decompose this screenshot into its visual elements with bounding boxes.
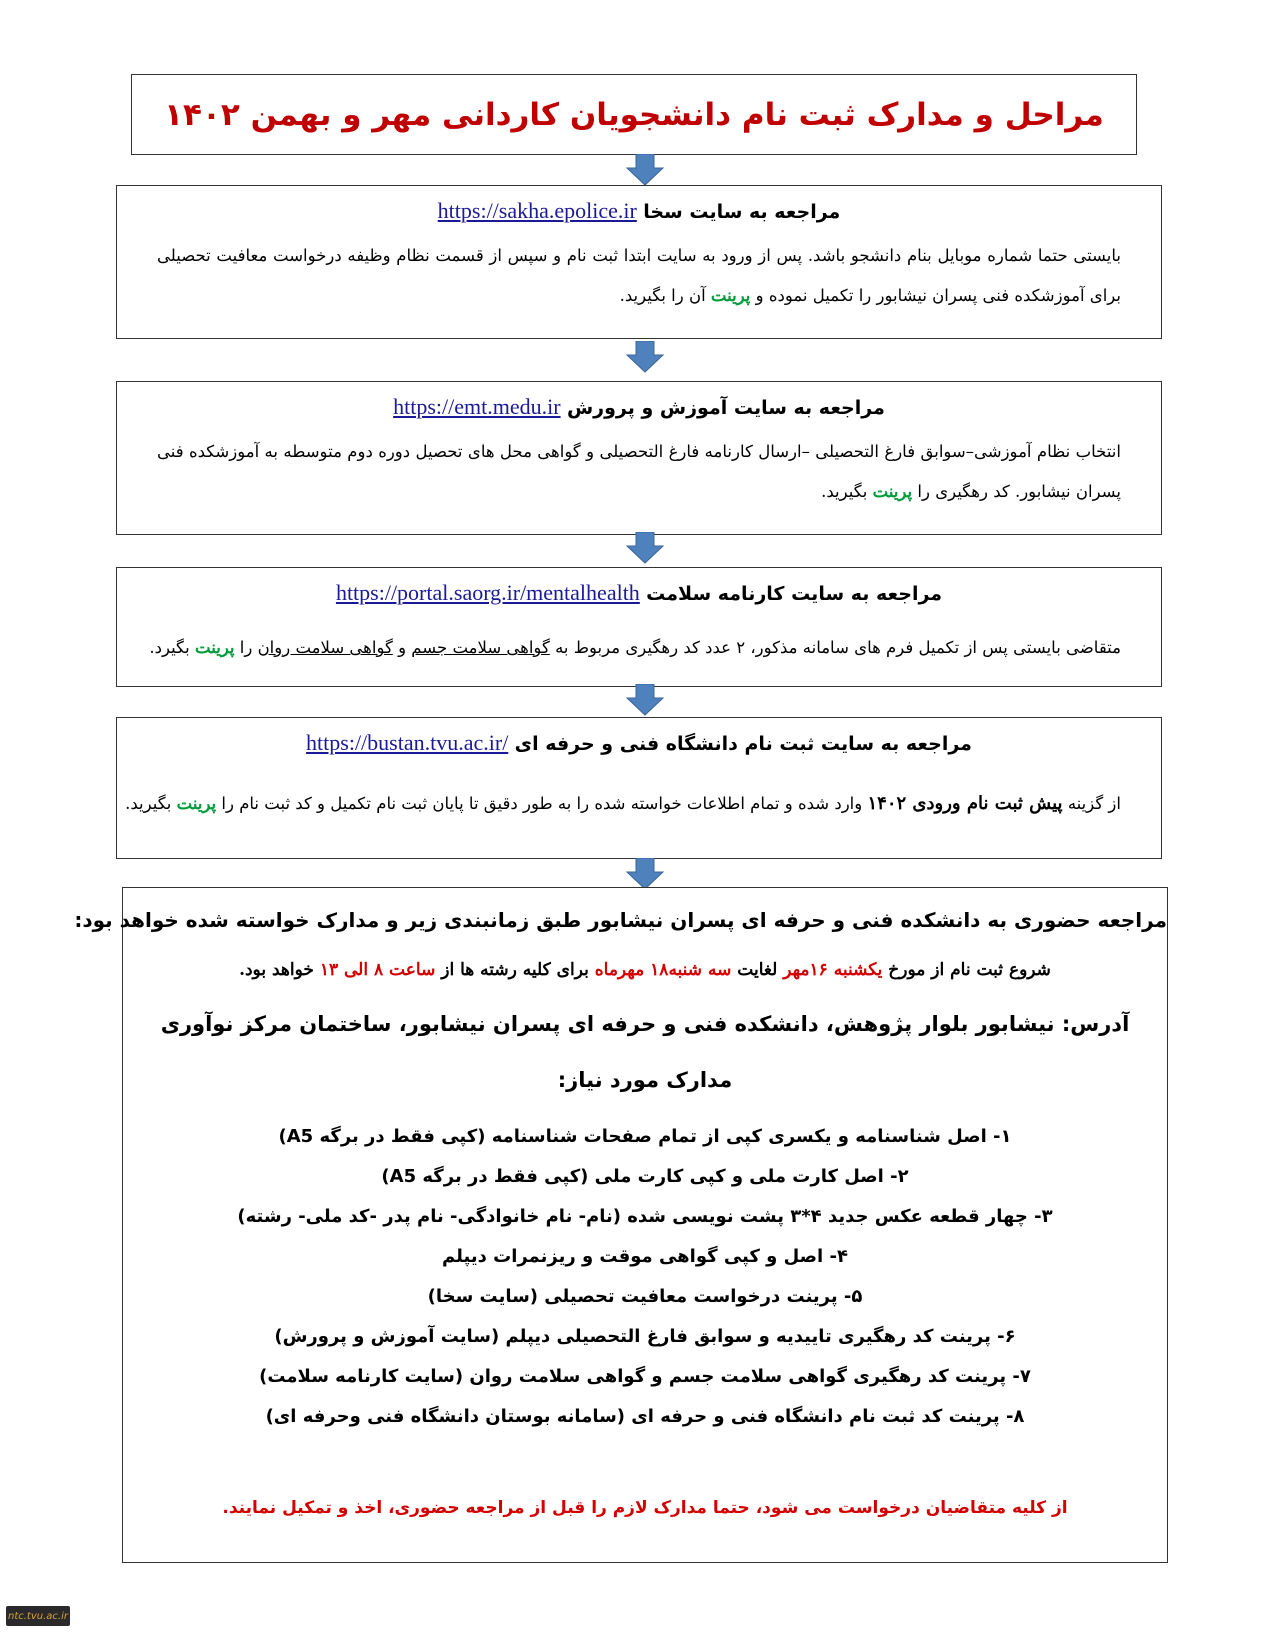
footer-notice: از کلیه متقاضیان درخواست می شود، حتما مدارک لازم را قبل از مراجعه حضوری، اخذ و تمکیل نمایند. xyxy=(222,1498,1068,1518)
step-in-person xyxy=(74,887,1168,1563)
step-heading xyxy=(117,394,1161,420)
schedule-text: شروع ثبت نام از مورخ xyxy=(888,960,1051,980)
pre-registration-option: پیش ثبت نام ورودی ۱۴۰۲ xyxy=(867,793,1063,814)
emt-link[interactable]: https://emt.medu.ir xyxy=(393,394,561,419)
schedule-hours: ساعت ۸ الی ۱۳ xyxy=(319,960,436,980)
desc-line: آن را بگیرید. xyxy=(619,286,706,305)
bustan-link[interactable]: https://bustan.tvu.ac.ir/ xyxy=(306,730,509,755)
desc-line: وارد شده و تمام اطلاعات خواسته شده را به طور دقیق تا پایان ثبت نام تکمیل و کد ثبت نام را xyxy=(221,794,863,813)
sakha-link[interactable]: https://sakha.epolice.ir xyxy=(437,198,637,223)
desc-line: بگیرید. xyxy=(821,482,868,501)
step-health xyxy=(116,567,1162,687)
document-item: ۳- چهار قطعه عکس جدید ۴*۳ پشت نویسی شده (نام- نام خانوادگی- نام پدر -کد ملی- رشته) xyxy=(237,1206,1053,1227)
schedule-text: لغایت xyxy=(737,960,778,980)
down-arrow-icon xyxy=(626,684,664,716)
schedule-end-date: سه شنبه۱۸ مهرماه xyxy=(594,960,732,980)
step-description xyxy=(149,628,1121,668)
down-arrow-icon xyxy=(626,532,664,564)
document-item: ۷- پرینت کد رهگیری گواهی سلامت جسم و گواهی سلامت روان (سایت کارنامه سلامت) xyxy=(259,1366,1031,1387)
step-description xyxy=(157,432,1121,512)
body-health-cert: گواهی سلامت جسم xyxy=(411,638,550,657)
logo-text: ntc.tvu.ac.ir xyxy=(8,1610,68,1622)
desc-line: نیشابور. کد رهگیری را xyxy=(917,482,1071,501)
document-item: ۶- پرینت کد رهگیری تاییدیه و سوابق فارغ التحصیلی دیپلم (سایت آموزش و پرورش) xyxy=(274,1326,1016,1347)
document-item: ۱- اصل شناسنامه و یکسری کپی از تمام صفحات شناسنامه (کپی فقط در برگه A5) xyxy=(278,1126,1012,1147)
schedule-start-date: یکشنبه ۱۶مهر xyxy=(783,960,883,980)
page-title: مراحل و مدارک ثبت نام دانشجویان کاردانی مهر و بهمن ۱۴۰۲ xyxy=(164,96,1104,133)
desc-line: انتخاب نظام آموزشی–سوابق فارغ التحصیلی –ارسال کارنامه فارغ التحصیلی و گواهی محل های تحصیل دوره دوم متوسطه به آموزشکده فنی پسران xyxy=(157,442,1121,501)
document-item: ۵- پرینت درخواست معافیت تحصیلی (سایت سخا) xyxy=(427,1286,863,1307)
desc-line: را xyxy=(239,638,253,657)
down-arrow-icon xyxy=(626,341,664,373)
print-keyword: پرینت xyxy=(195,638,235,657)
step-heading xyxy=(117,198,1161,224)
step-description xyxy=(125,784,1121,824)
documents-title: مدارک مورد نیاز: xyxy=(557,1068,733,1092)
step-heading-text: مراجعه به سایت آموزش و پرورش xyxy=(566,397,885,419)
print-keyword: پرینت xyxy=(872,482,913,501)
step-heading xyxy=(117,730,1161,756)
desc-line: متقاضی بایستی پس از تکمیل فرم های سامانه مذکور، ۲ عدد کد رهگیری مربوط به xyxy=(555,638,1121,657)
mental-health-cert: گواهی سلامت روان xyxy=(257,638,393,657)
site-logo xyxy=(6,1606,70,1626)
desc-line: آموزشکده فنی پسران نیشابور را تکمیل نموده و xyxy=(755,286,1085,305)
health-link[interactable]: https://portal.saorg.ir/mentalhealth xyxy=(335,580,640,605)
step-sakha xyxy=(116,185,1162,339)
schedule-line xyxy=(123,960,1167,980)
step-heading-text: مراجعه به سایت کارنامه سلامت xyxy=(646,583,943,605)
document-item: ۲- اصل کارت ملی و کپی کارت ملی (کپی فقط در برگه A5) xyxy=(381,1166,909,1187)
print-keyword: پرینت xyxy=(710,286,751,305)
schedule-text: خواهد بود. xyxy=(239,960,314,980)
step-education xyxy=(116,381,1162,535)
address: آدرس: نیشابور بلوار پژوهش، دانشکده فنی و حرفه ای پسران نیشابور، ساختمان مرکز نوآوری xyxy=(160,1012,1130,1036)
step-heading-text: مراجعه حضوری به دانشکده فنی و حرفه ای پسران نیشابور طبق زمانبندی زیر و مدارک خواسته شده خواهد بود: xyxy=(74,908,1167,932)
title-box xyxy=(131,74,1137,155)
desc-line: بایستی حتما شماره موبایل بنام دانشجو باشد. پس از ورود به سایت ابتدا ثبت نام و سپس از قسمت نظام وظیفه درخواست معافیت تحصیلی برای xyxy=(157,246,1121,305)
desc-line: بگیرد. xyxy=(149,638,190,657)
down-arrow-icon xyxy=(626,858,664,890)
print-keyword: پرینت xyxy=(176,794,217,813)
down-arrow-icon xyxy=(626,154,664,186)
step-heading xyxy=(117,580,1161,606)
document-item: ۸- پرینت کد ثبت نام دانشگاه فنی و حرفه ای (سامانه بوستان دانشگاه فنی وحرفه ای) xyxy=(265,1406,1025,1427)
step-heading-text: مراجعه به سایت سخا xyxy=(643,201,841,223)
step-heading-text: مراجعه به سایت ثبت نام دانشگاه فنی و حرفه ای xyxy=(514,733,972,755)
document-item: ۴- اصل و کپی گواهی موقت و ریزنمرات دیپلم xyxy=(442,1246,848,1267)
desc-line: بگیرید. xyxy=(125,794,172,813)
step-description xyxy=(157,236,1121,316)
schedule-text: برای کلیه رشته ها از xyxy=(441,960,589,980)
desc-line: از گزینه xyxy=(1067,794,1121,813)
step-bustan xyxy=(116,717,1162,859)
conjunction: و xyxy=(398,638,407,657)
